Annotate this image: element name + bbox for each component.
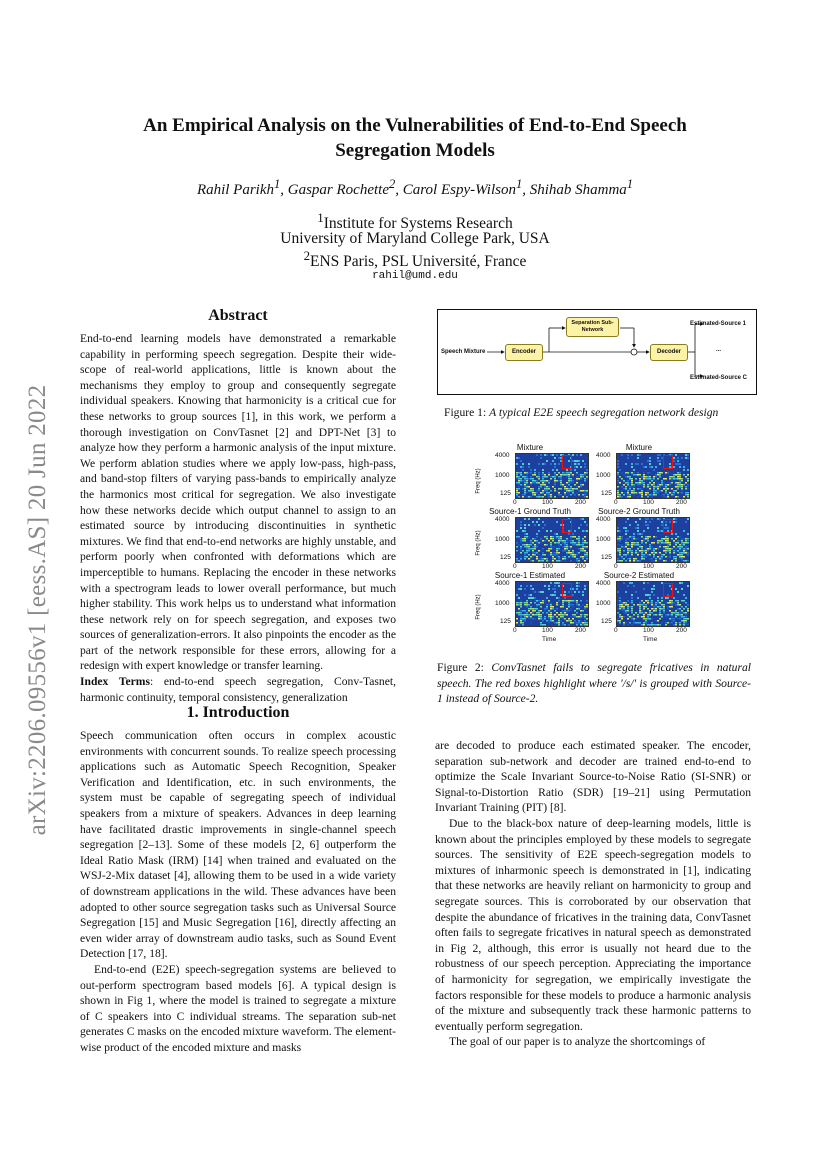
y-tick: 1000 bbox=[495, 600, 510, 607]
x-tick: 100 bbox=[542, 563, 553, 570]
y-tick: 125 bbox=[500, 490, 511, 497]
right-column-body bbox=[435, 738, 751, 1050]
abstract-heading: Abstract bbox=[208, 307, 268, 324]
author: Shihab Shamma bbox=[529, 182, 627, 198]
x-tick: 200 bbox=[676, 499, 687, 506]
y-tick: 4000 bbox=[596, 516, 611, 523]
intro-heading: 1. Introduction bbox=[186, 704, 290, 721]
spectrogram-source1-ground-truth bbox=[515, 517, 589, 563]
x-tick: 100 bbox=[643, 499, 654, 506]
x-tick: 100 bbox=[542, 627, 553, 634]
abstract-body bbox=[80, 331, 396, 705]
index-terms: Index Terms: end-to-end speech segregation, Conv-Tasnet, harmonic continuity, temporal consistency, generalization bbox=[80, 675, 396, 704]
arxiv-sidebar bbox=[18, 350, 58, 870]
y-axis-label: Freq (Hz) bbox=[475, 468, 482, 494]
author: Carol Espy-Wilson bbox=[402, 182, 516, 198]
figure-1-diagram bbox=[437, 309, 757, 395]
author-list: Rahil Parikh$^1$, Gaspar Rochette$^2$, Carol Espy-Wilson$^1$, Shihab Shamma$^1$ bbox=[196, 177, 634, 198]
right-paragraph-3: The goal of our paper is to analyze the shortcomings of bbox=[449, 1035, 706, 1049]
y-tick: 125 bbox=[601, 554, 612, 561]
intro-paragraph-1: Speech communication often occurs in complex acoustic environments with concurrent sounds. To realize speech processing applications such as Automatic Speech Recognition, Speaker Verification and Identification, etc. in such environments, the system must be capable of segregating speech of individual speakers from a mixture of speakers. Advances in deep learning have facilitated drastic improvements in single-channel speech segregation [2–13]. Some of these models [2, 6] outperform the Ideal Ratio Mask (IRM) [14] when trained and evaluated on the WSJ-2-Mix dataset [4], allowing them to be used in a wide variety of downstream applications in the wild. These advances have been adopted to other source segregation tasks such as Universal Source Segregation [15] and Music Segregation [16], directly affecting an even wider array of downstream audio tasks, such as Sound Event Detection [17, 18]. bbox=[80, 729, 396, 961]
decoder-block: Decoder bbox=[650, 344, 688, 361]
x-tick: 0 bbox=[513, 627, 517, 634]
y-tick: 125 bbox=[601, 490, 612, 497]
y-axis-label: Freq (Hz) bbox=[475, 530, 482, 556]
x-tick: 100 bbox=[643, 563, 654, 570]
x-tick: 200 bbox=[575, 563, 586, 570]
x-tick: 200 bbox=[676, 627, 687, 634]
y-tick: 4000 bbox=[495, 516, 510, 523]
x-tick: 200 bbox=[575, 499, 586, 506]
ellipsis-label: ... bbox=[716, 347, 722, 353]
spectrogram-mixture-2 bbox=[616, 453, 690, 499]
y-tick: 1000 bbox=[495, 536, 510, 543]
affiliation-2: University of Maryland College Park, USA bbox=[280, 230, 550, 247]
spectrogram-source2-estimated bbox=[616, 581, 690, 627]
y-tick: 1000 bbox=[596, 536, 611, 543]
panel-title: Mixture bbox=[516, 443, 544, 452]
y-tick: 125 bbox=[500, 554, 511, 561]
x-tick: 200 bbox=[575, 627, 586, 634]
panel-title: Source-2 Estimated bbox=[603, 571, 675, 580]
y-tick: 125 bbox=[500, 618, 511, 625]
intro-body bbox=[80, 728, 396, 1055]
author: Gaspar Rochette bbox=[287, 182, 389, 198]
y-tick: 4000 bbox=[596, 452, 611, 459]
spectrogram-source1-estimated bbox=[515, 581, 589, 627]
y-axis-label: Freq (Hz) bbox=[475, 594, 482, 620]
affiliation-1: $^1$Institute for Systems Research bbox=[317, 210, 513, 233]
x-tick: 0 bbox=[614, 563, 618, 570]
title-line-1: An Empirical Analysis on the Vulnerabilities of End-to-End Speech bbox=[143, 115, 687, 136]
figure-2-caption: Figure 2: ConvTasnet fails to segregate fricatives in natural speech. The red boxes highlight where '/s/' is grouped with Source-1 instead of Source-2. bbox=[437, 661, 751, 706]
spectrogram-mixture-1 bbox=[515, 453, 589, 499]
panel-title: Source-1 Ground Truth bbox=[489, 507, 571, 516]
x-tick: 0 bbox=[513, 499, 517, 506]
speech-mixture-label: Speech Mixture bbox=[441, 349, 486, 355]
y-tick: 1000 bbox=[596, 472, 611, 479]
abstract-text: End-to-end learning models have demonstrated a remarkable capability in performing speech segregation. Despite their wide-scope of real-world applications, little is known about the mechanisms they employ to group and consequently segregate individual speakers. Knowing that harmonicity is a critical cue for these networks to group sources [1], in this work, we perform a thorough investigation on ConvTasnet [2] and DPT-Net [3] to analyze how they perform a harmonic analysis of the input mixture. We perform ablation studies where we apply low-pass, high-pass, and band-stop filters of varying pass-bands to empirically analyze the harmonics most critical for segregation. We also investigate how these networks decide which output channel to assign to an estimated source by introducing discontinuities in synthetic mixtures. We find that end-to-end networks are highly unstable, and perform poorly when confronted with deformations which are imperceptible to humans. Replacing the encoder in these networks with a spectrogram leads to lower overall performance, but much higher stability. This work helps us to understand what information these network rely on for speech segregation, and exposes two sources of generalization-errors. It also pinpoints the encoder as the part of the network responsible for these errors, allowing for a redesign with expert knowledge or transfer learning. bbox=[80, 332, 396, 673]
author: Rahil Parikh bbox=[196, 182, 275, 198]
separation-subnetwork-block: Separation Sub-Network bbox=[566, 317, 619, 337]
figure-1-caption: Figure 1: A typical E2E speech segregation network design bbox=[444, 406, 719, 419]
author-email[interactable]: rahil@umd.edu bbox=[372, 270, 458, 282]
affiliation-3: $^2$ENS Paris, PSL Université, France bbox=[303, 248, 527, 271]
panel-title: Source-2 Ground Truth bbox=[598, 507, 680, 516]
y-tick: 1000 bbox=[596, 600, 611, 607]
y-tick: 1000 bbox=[495, 472, 510, 479]
x-axis-label: Time bbox=[542, 636, 557, 643]
x-tick: 0 bbox=[513, 563, 517, 570]
x-tick: 200 bbox=[676, 563, 687, 570]
x-tick: 100 bbox=[643, 627, 654, 634]
spectrogram-source2-ground-truth bbox=[616, 517, 690, 563]
title-line-2: Segregation Models bbox=[335, 140, 495, 161]
x-tick: 0 bbox=[614, 627, 618, 634]
encoder-block: Encoder bbox=[505, 344, 543, 361]
panel-title: Source-1 Estimated bbox=[494, 571, 566, 580]
estimated-source-c-label: Estimated-Source C bbox=[690, 375, 748, 381]
right-paragraph-1: are decoded to produce each estimated speaker. The encoder, separation sub-network and decoder are trained end-to-end to optimize the Scale Invariant Source-to-Noise Ratio (SI-SNR) or Signal-to-Distortion Ratio (SDR) [19–21] using Permutation Invariant Training (PIT) [8]. bbox=[435, 739, 751, 815]
x-axis-label: Time bbox=[643, 636, 658, 643]
x-tick: 100 bbox=[542, 499, 553, 506]
x-tick: 0 bbox=[614, 499, 618, 506]
right-paragraph-2: Due to the black-box nature of deep-learning models, little is known about the principles employed by these models to segregate sources. The sensitivity of E2E speech-segregation models to mixtures of inharmonic speech is demonstrated in [1], indicating that these networks are heavily reliant on harmonicity to group and segregate sources. This is corroborated by our observation that despite the abundance of fricatives in the training data, ConvTasnet often fails to segregate fricatives in natural speech as demonstrated in Fig 2, although, this error is usually not heard due to the robustness of our speech perception. Appreciating the importance of harmonicity for segregation, we empirically investigate the factors responsible for these models to produce a harmonic analysis of the mixture and subsequently track these harmonic patterns to eventually perform segregation. bbox=[435, 816, 751, 1033]
y-tick: 4000 bbox=[495, 452, 510, 459]
y-tick: 4000 bbox=[495, 580, 510, 587]
intro-paragraph-2: End-to-end (E2E) speech-segregation systems are believed to out-perform spectrogram based models [6]. A typical design is shown in Fig 1, where the model is trained to segregate a mixture of C speakers into C individual streams. The separation sub-net generates C masks on the encoded mixture waveform. The element-wise product of the encoded mixture and masks bbox=[80, 962, 396, 1054]
figure-2-spectrograms bbox=[475, 440, 710, 650]
panel-title: Mixture bbox=[625, 443, 653, 452]
y-tick: 125 bbox=[601, 618, 612, 625]
estimated-source-1-label: Estimated-Source 1 bbox=[690, 321, 747, 327]
paper-title bbox=[100, 113, 730, 163]
arxiv-identifier: arXiv:2206.09556v1 [eess.AS] 20 Jun 2022 bbox=[24, 384, 51, 836]
y-tick: 4000 bbox=[596, 580, 611, 587]
